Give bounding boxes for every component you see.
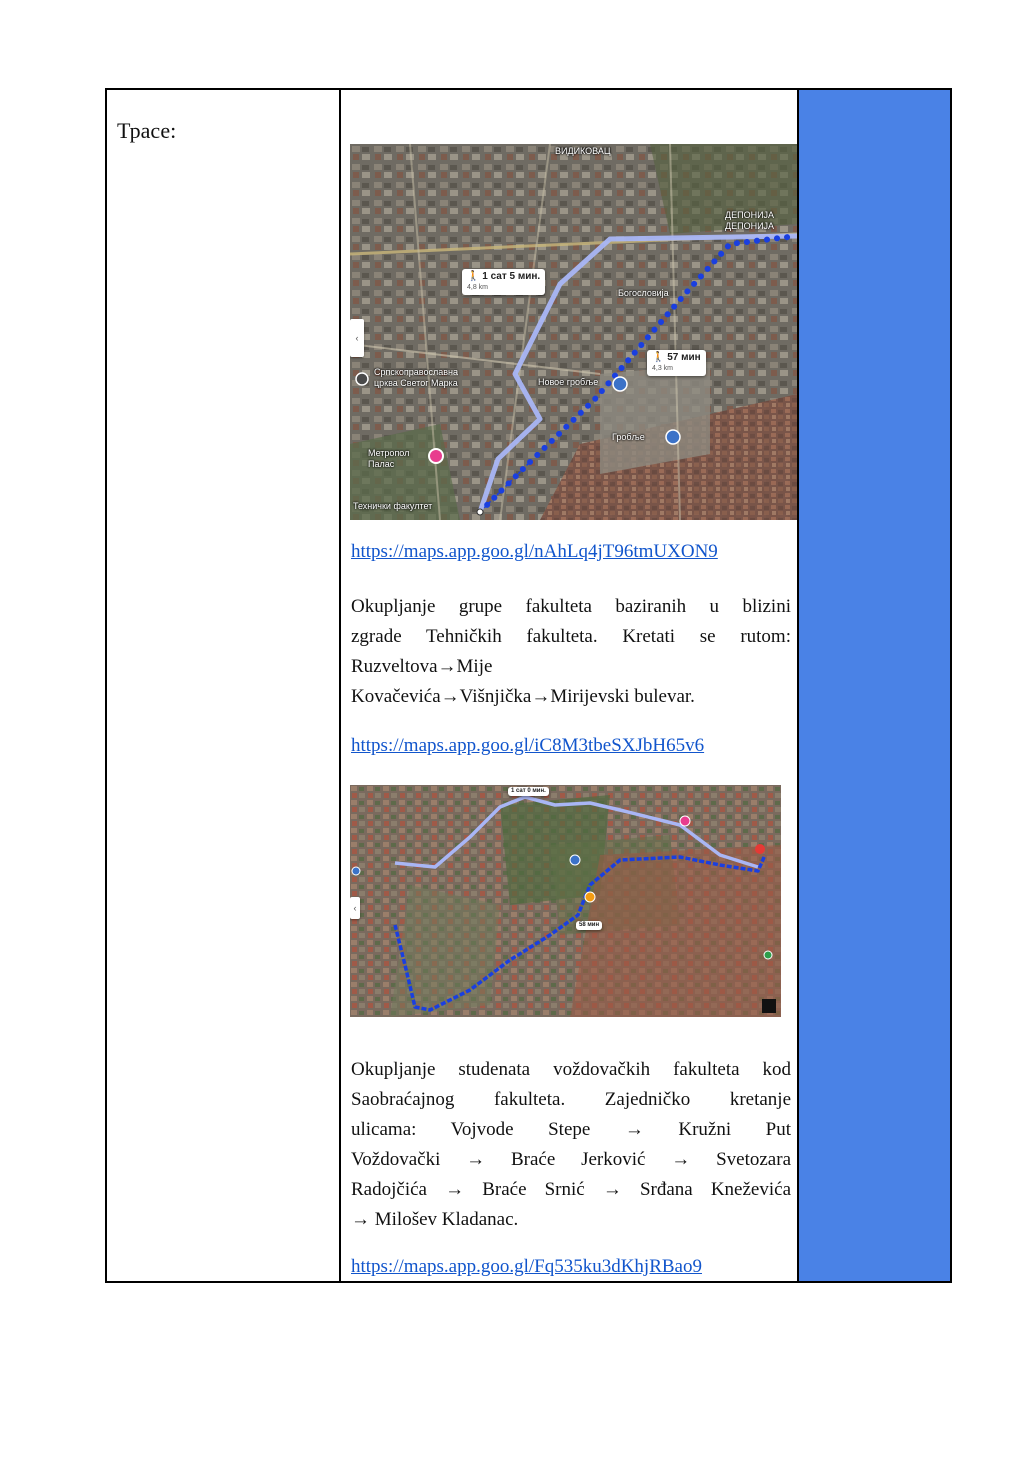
para2-line-2: ulicama: Vojvode Stepe → Kružni Put [351, 1119, 791, 1140]
map1-label-10: Богословија [618, 288, 669, 298]
route-a-badge[interactable] [462, 269, 545, 295]
map1-label-8: Технички факултет [353, 501, 433, 511]
route-b-time: 57 мин [667, 352, 701, 363]
accent-column [799, 90, 950, 1281]
route-b-badge[interactable] [647, 350, 706, 376]
map1-label-6: Метропол [368, 448, 410, 458]
routes-table [105, 88, 952, 1283]
collapse-panel-button[interactable]: ‹ [350, 897, 360, 919]
route-description-2 [351, 1055, 791, 1235]
section-label: Трасе: [117, 118, 177, 143]
para2-line-4: Radojčića → Braće Srnić → Srđana Kneževića [351, 1179, 791, 1200]
satellite-map-2 [350, 785, 781, 1017]
para2-line-1: Saobraćajnog fakulteta. Zajedničko kretanje [351, 1089, 791, 1110]
para1-line-0: Okupljanje grupe fakulteta baziranih u blizini [351, 596, 791, 617]
para2-line-0: Okupljanje studenata voždovačkih fakulteta kod [351, 1059, 791, 1080]
para2-line-3: Voždovački → Braće Jerković → Svetozara [351, 1149, 791, 1170]
label-column [107, 90, 341, 1281]
route-a-time: 1 сат 5 мин. [482, 271, 541, 282]
route-map-1[interactable] [350, 144, 797, 520]
map1-label-2: ДЕПОНИЈА [725, 221, 775, 231]
content-column [341, 90, 799, 1281]
map-link-2[interactable]: https://maps.app.goo.gl/iC8M3tbeSXJbH65v6 [351, 735, 705, 756]
para1-line-3: Kovačevića→Višnjička→Mirijevski bulevar. [351, 686, 695, 707]
collapse-panel-button[interactable]: ‹ [350, 319, 364, 357]
map-link-1[interactable]: https://maps.app.goo.gl/nAhLq4jT96tmUXON9 [351, 541, 718, 562]
map1-label-3: Српскоправославна [374, 367, 459, 377]
map1-label-7: Палас [368, 459, 395, 469]
para2-line-5: → Milošev Kladanac. [351, 1209, 519, 1230]
route-a-dist: 4,8 km [467, 284, 489, 291]
route-b-badge-2[interactable] [576, 921, 602, 930]
para1-line-2: Ruzveltova→Mije [351, 656, 493, 677]
satellite-map-1 [350, 144, 797, 520]
route-a-badge-2[interactable] [508, 787, 549, 796]
map1-label-4: црква Светог Марка [374, 378, 458, 388]
route-b-time-2: 58 мин [579, 922, 600, 928]
route-b-dist: 4,3 km [652, 365, 674, 372]
map1-label-1: ДЕПОНИЈА [725, 210, 775, 220]
map1-label-0: ВИДИКОВАЦ [555, 146, 611, 156]
route-a-time-2: 1 сат 0 мин. [511, 788, 546, 794]
walk-icon: 🚶 [467, 271, 480, 282]
route-map-2[interactable] [350, 785, 781, 1017]
map-link-3[interactable]: https://maps.app.goo.gl/Fq535ku3dKhjRBao9 [351, 1256, 702, 1277]
route-description-1 [351, 592, 791, 712]
para1-line-1: zgrade Tehničkih fakulteta. Kretati se rutom: [351, 626, 791, 647]
map1-label-9: Гробље [612, 432, 645, 442]
walk-icon: 🚶 [652, 352, 665, 363]
map1-label-5: Новое гробље [538, 377, 599, 387]
